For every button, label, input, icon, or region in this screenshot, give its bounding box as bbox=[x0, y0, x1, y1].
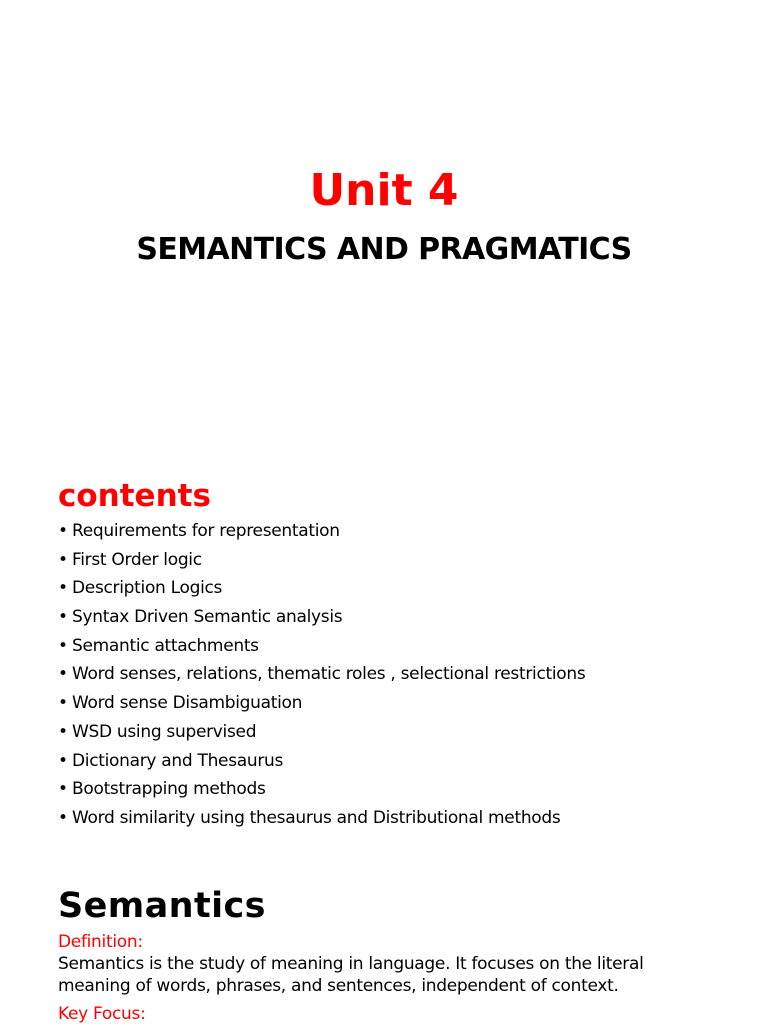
contents-heading: contents bbox=[58, 478, 211, 514]
bullet-icon: • bbox=[58, 693, 68, 714]
contents-slide bbox=[0, 446, 768, 846]
bullet-icon: • bbox=[58, 721, 68, 742]
list-item bbox=[58, 574, 585, 603]
list-item bbox=[58, 775, 585, 804]
list-item-text: Requirements for representation bbox=[72, 521, 340, 541]
list-item bbox=[58, 632, 585, 661]
key-focus-label: Key Focus: bbox=[58, 1004, 146, 1024]
bullet-icon: • bbox=[58, 664, 68, 685]
bullet-icon: • bbox=[58, 779, 68, 800]
slide-subtitle: SEMANTICS AND PRAGMATICS bbox=[136, 232, 632, 267]
list-item bbox=[58, 517, 585, 546]
list-item bbox=[58, 689, 585, 718]
definition-label: Definition: bbox=[58, 932, 143, 952]
bullet-icon: • bbox=[58, 750, 68, 771]
semantics-slide bbox=[0, 846, 768, 1024]
list-item bbox=[58, 603, 585, 632]
list-item bbox=[58, 660, 585, 689]
list-item-text: Description Logics bbox=[72, 578, 223, 599]
list-item-text: Dictionary and Thesaurus bbox=[72, 750, 284, 771]
list-item-text: First Order logic bbox=[72, 549, 202, 570]
bullet-icon: • bbox=[58, 521, 68, 541]
list-item-text: Semantic attachments bbox=[72, 635, 259, 656]
bullet-icon: • bbox=[58, 549, 68, 570]
slide-title: Unit 4 bbox=[309, 165, 459, 216]
list-item-text: Syntax Driven Semantic analysis bbox=[72, 607, 343, 628]
list-item bbox=[58, 804, 585, 833]
list-item bbox=[58, 546, 585, 575]
bullet-icon: • bbox=[58, 807, 68, 828]
bullet-icon: • bbox=[58, 635, 68, 656]
bullet-icon: • bbox=[58, 578, 68, 599]
definition-text: Semantics is the study of meaning in language. It focuses on the literal meaning of words, phrases, and sentences, independent of context. bbox=[58, 954, 644, 996]
bullet-icon: • bbox=[58, 607, 68, 628]
list-item-text: Word sense Disambiguation bbox=[72, 693, 303, 714]
list-item bbox=[58, 747, 585, 776]
list-item-text: Word similarity using thesaurus and Distributional methods bbox=[72, 807, 561, 828]
title-slide bbox=[0, 0, 768, 446]
list-item-text: WSD using supervised bbox=[72, 721, 257, 742]
list-item bbox=[58, 718, 585, 747]
list-item-text: Word senses, relations, thematic roles , selectional restrictions bbox=[72, 664, 586, 685]
list-item-text: Bootstrapping methods bbox=[72, 779, 266, 800]
semantics-heading: Semantics bbox=[58, 886, 266, 926]
contents-list bbox=[58, 517, 585, 833]
